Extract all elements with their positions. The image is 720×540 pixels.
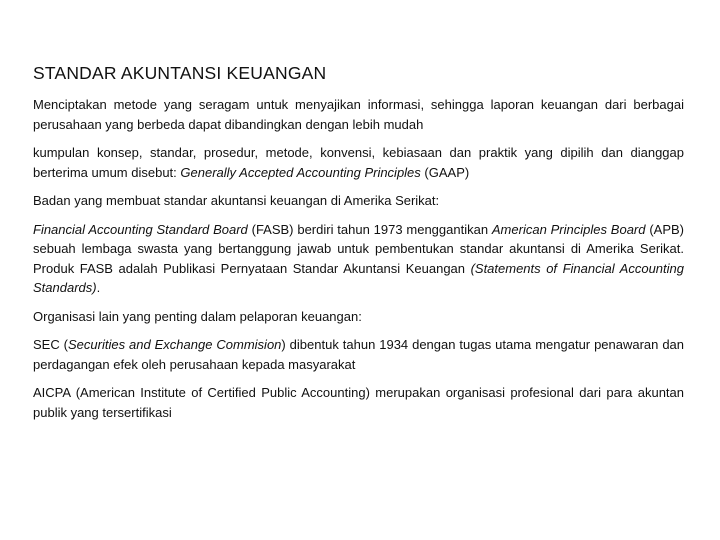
fasb-text-1: (FASB) berdiri tahun 1973 menggantikan bbox=[247, 221, 492, 237]
paragraph-sec bbox=[33, 335, 684, 374]
sec-text-1: SEC ( bbox=[33, 337, 68, 352]
paragraph-other-orgs-intro bbox=[33, 307, 684, 327]
sec-text-2: ) dibentuk tahun 1934 dengan tugas utama mengatur penawaran dan perdagangan efek oleh perusahaan kepada masyarakat bbox=[33, 337, 685, 372]
paragraph-aicpa bbox=[33, 383, 684, 422]
aicpa-text: AICPA (American Institute of Certified Public Accounting) merupakan organisasi profesional dari para akuntan publik yang tersertifikasi bbox=[33, 385, 684, 420]
fasb-text-end: . bbox=[96, 280, 101, 295]
gaap-term: Generally Accepted Accounting Principles bbox=[180, 164, 421, 180]
paragraph-purpose bbox=[33, 95, 684, 134]
fasb-name: Financial Accounting Standard Board bbox=[33, 221, 248, 237]
paragraph-purpose-text: Menciptakan metode yang seragam untuk menyajikan informasi, sehingga laporan keuangan dari berbagai perusahaan yang berbeda dapat dibandingkan dengan lebih mudah bbox=[33, 97, 684, 132]
gaap-text-intro: kumpulan konsep, standar, prosedur, metode, konvensi, kebiasaan dan praktik yang dipilih dan dianggap berterima umum disebut: bbox=[33, 145, 684, 180]
paragraph-fasb bbox=[33, 220, 684, 298]
other-orgs-intro-text: Organisasi lain yang penting dalam pelaporan keuangan: bbox=[33, 308, 362, 324]
standard-body-intro-text: Badan yang membuat standar akuntansi keuangan di Amerika Serikat: bbox=[33, 193, 440, 208]
gaap-abbrev: (GAAP) bbox=[420, 164, 470, 180]
slide-content bbox=[33, 62, 684, 431]
sfas-name: (Statements of Financial Accounting Standards) bbox=[33, 260, 684, 295]
sec-name: Securities and Exchange Commision bbox=[68, 337, 282, 352]
apb-name: American Principles Board bbox=[491, 221, 646, 237]
fasb-text-2: (APB) sebuah lembaga swasta yang bertanggung jawab untuk pembentukan standar akuntansi di Amerika Serikat. Produk FASB adalah Publikasi Pernyataan Standar Akuntansi Keuangan bbox=[33, 221, 684, 276]
paragraph-gaap-definition bbox=[33, 143, 684, 182]
paragraph-standard-body-intro bbox=[33, 191, 684, 211]
slide-title: STANDAR AKUNTANSI KEUANGAN bbox=[33, 63, 327, 83]
